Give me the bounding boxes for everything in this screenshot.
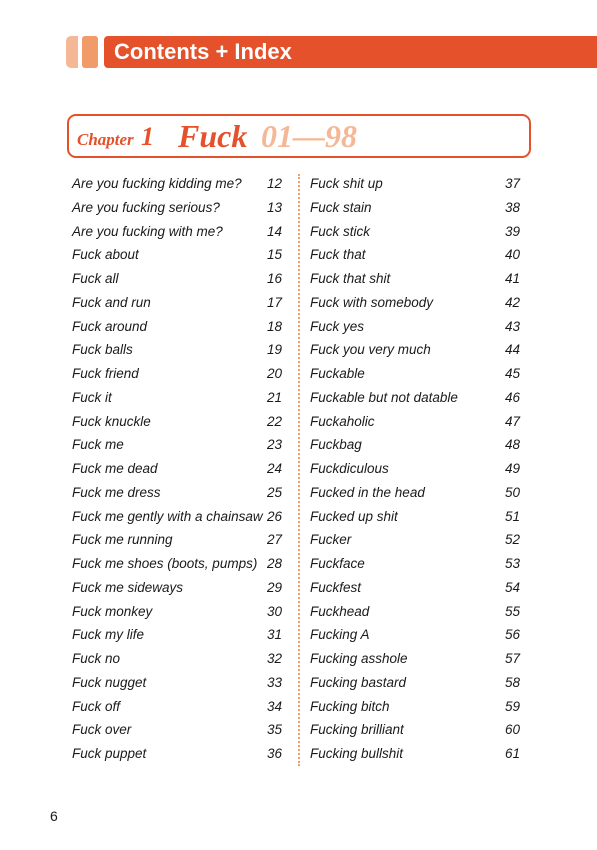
index-term: Fuck my life (72, 627, 145, 643)
index-term: Fuck around (72, 318, 148, 334)
index-entry (72, 291, 282, 315)
index-entry (310, 220, 520, 244)
chapter-word: Chapter (77, 130, 134, 149)
index-entry (72, 505, 282, 529)
index-entry (310, 433, 520, 457)
index-page-number: 37 (504, 176, 520, 191)
index-page-number: 15 (266, 247, 282, 263)
index-term: Fuck me shoes (boots, pumps) (72, 556, 258, 571)
index-page-number: 61 (504, 746, 520, 761)
index-term: Fuck me gently with a chainsaw (72, 508, 263, 524)
index-entry (310, 386, 520, 410)
index-entry (72, 528, 282, 552)
index-column-left (72, 172, 282, 766)
index-term: Fuckhead (310, 603, 370, 619)
index-term: Fuck you very much (310, 342, 431, 358)
index-entry (72, 220, 282, 244)
index-page-number: 13 (266, 199, 282, 215)
index-term: Fuck shit up (310, 176, 383, 191)
index-term: Fuck with somebody (310, 294, 434, 310)
index-entry (72, 600, 282, 624)
index-term: Fuck no (72, 651, 121, 666)
index-term: Fuck knuckle (72, 413, 151, 429)
index-term: Fuckfest (310, 579, 362, 595)
contents-header-bar (0, 36, 597, 68)
index-entry (72, 695, 282, 719)
index-entry (72, 267, 282, 291)
index-entry (310, 362, 520, 386)
header-tab-light (82, 36, 98, 68)
index-entry (72, 362, 282, 386)
index-column-right (310, 172, 520, 766)
index-page-number: 22 (266, 413, 282, 429)
index-page-number: 55 (504, 603, 520, 619)
index-page-number: 19 (266, 342, 282, 358)
index-page-number: 49 (504, 461, 520, 476)
index-page-number: 36 (266, 746, 282, 761)
index-page-number: 57 (504, 651, 520, 666)
index-page-number: 47 (504, 413, 520, 429)
index-term: Fuckable but not datable (310, 389, 458, 405)
index-entry (72, 718, 282, 742)
index-term: Fuckaholic (310, 413, 375, 429)
index-term: Fuckdiculous (310, 461, 389, 476)
index-entry (72, 196, 282, 220)
index-term: Fuck friend (72, 366, 139, 381)
index-entry (310, 671, 520, 695)
index-entry (72, 433, 282, 457)
index-term: Fucking bullshit (310, 746, 404, 761)
index-term: Fuck that shit (310, 271, 391, 286)
index-page-number: 20 (266, 366, 282, 381)
index-term: Fucked in the head (310, 484, 425, 500)
index-page-number: 46 (504, 389, 520, 405)
index-term: Fuckbag (310, 437, 362, 453)
index-entry (310, 576, 520, 600)
index-term: Fucking bitch (310, 698, 390, 714)
chapter-heading-box (67, 114, 531, 158)
index-term: Fuck balls (72, 342, 133, 358)
index-page-number: 42 (504, 294, 520, 310)
index-term: Fuck over (72, 722, 132, 738)
index-entry (72, 172, 282, 196)
index-page-number: 41 (504, 271, 520, 286)
index-entry (310, 481, 520, 505)
index-page-number: 35 (266, 722, 282, 738)
page-title: Contents + Index (114, 39, 292, 64)
index-term: Fuck yes (310, 318, 365, 334)
index-term: Fucking A (310, 627, 370, 643)
index-entry (310, 196, 520, 220)
index-entry (310, 338, 520, 362)
index-page-number: 38 (504, 199, 520, 215)
chapter-name: Fuck (178, 118, 248, 154)
index-term: Fuck me running (72, 532, 173, 548)
index-page-number: 32 (266, 651, 282, 666)
index-term: Fucked up shit (310, 508, 398, 524)
index-entry (72, 315, 282, 339)
index-term: Fuck me sideways (72, 579, 184, 595)
index-term: Fuck me dead (72, 461, 158, 476)
index-page-number: 50 (504, 484, 520, 500)
index-page-number: 43 (504, 318, 520, 334)
index-entry (72, 243, 282, 267)
index-page-number: 53 (504, 556, 520, 571)
index-term: Fucking bastard (310, 674, 407, 690)
index-page-number: 23 (266, 437, 282, 453)
index-term: Fuck that (310, 247, 366, 263)
index-page-number: 52 (504, 532, 520, 548)
index-page-number: 31 (266, 627, 282, 643)
index-term: Fuck about (72, 247, 139, 263)
index-page-number: 16 (266, 271, 282, 286)
index-entry (310, 695, 520, 719)
index-term: Fuck and run (72, 294, 151, 310)
index-entry (310, 600, 520, 624)
index-entry (310, 623, 520, 647)
chapter-number: 1 (141, 122, 154, 151)
index-page-number: 60 (504, 722, 520, 738)
index-entry (310, 315, 520, 339)
index-page-number: 25 (266, 484, 282, 500)
index-page-number: 24 (266, 461, 282, 476)
index-entry (72, 386, 282, 410)
index-term: Fucker (310, 532, 352, 548)
index-entry (310, 410, 520, 434)
index-entry (72, 576, 282, 600)
index-page-number: 28 (266, 556, 282, 571)
index-term: Are you fucking with me? (72, 223, 223, 239)
index-page-number: 27 (266, 532, 282, 548)
index-term: Are you fucking serious? (72, 199, 220, 215)
index-page-number: 33 (266, 674, 282, 690)
index-term: Fuck stain (310, 199, 372, 215)
index-term: Fuckface (310, 556, 365, 571)
column-divider (298, 174, 300, 766)
index-entry (310, 267, 520, 291)
index-term: Fuckable (310, 366, 365, 381)
index-term: Fucking asshole (310, 651, 408, 666)
index-term: Fuck puppet (72, 746, 147, 761)
index-term: Fuck off (72, 698, 121, 714)
index-entry (310, 457, 520, 481)
index-page-number: 51 (504, 508, 520, 524)
index-page-number: 30 (266, 603, 282, 619)
index-page-number: 14 (266, 223, 282, 239)
index-entry (310, 718, 520, 742)
index-page-number: 29 (266, 579, 282, 595)
index-page-number: 48 (504, 437, 520, 453)
index-entry (310, 291, 520, 315)
index-entry (72, 338, 282, 362)
index-page-number: 17 (266, 294, 282, 310)
index-page-number: 39 (504, 223, 520, 239)
page-number: 6 (50, 808, 58, 824)
index-page-number: 12 (266, 176, 282, 191)
index-entry (72, 457, 282, 481)
index-page-number: 21 (266, 389, 282, 405)
index-page-number: 58 (504, 674, 520, 690)
index-page-number: 59 (504, 698, 520, 714)
index-entry (310, 243, 520, 267)
index-term: Fuck it (72, 389, 112, 405)
header-tab-pale (66, 36, 78, 68)
index-term: Fuck me (72, 437, 124, 453)
index-term: Fuck stick (310, 223, 371, 239)
index-entry (72, 671, 282, 695)
index-term: Fuck me dress (72, 484, 161, 500)
index-entry (310, 552, 520, 576)
index-entry (310, 742, 520, 766)
index-page-number: 44 (504, 342, 520, 358)
index-entry (310, 528, 520, 552)
index-entry (72, 410, 282, 434)
index-page-number: 40 (504, 247, 520, 263)
index-page-number: 26 (266, 508, 282, 524)
index-entry (310, 172, 520, 196)
index-entry (72, 647, 282, 671)
index-entry (72, 481, 282, 505)
index-term: Fucking brilliant (310, 722, 404, 738)
index-entry (310, 647, 520, 671)
index-page-number: 45 (504, 366, 520, 381)
index-term: Fuck all (72, 271, 119, 286)
index-entry (72, 742, 282, 766)
index-entry (72, 552, 282, 576)
index-entry (72, 623, 282, 647)
index-page-number: 18 (266, 318, 282, 334)
index-page-number: 54 (504, 579, 520, 595)
chapter-range: 01—98 (261, 118, 357, 154)
index-term: Fuck nugget (72, 674, 147, 690)
index-term: Are you fucking kidding me? (72, 176, 242, 191)
index-page-number: 56 (504, 627, 520, 643)
index-term: Fuck monkey (72, 603, 153, 619)
index-entry (310, 505, 520, 529)
index-page-number: 34 (266, 698, 282, 714)
